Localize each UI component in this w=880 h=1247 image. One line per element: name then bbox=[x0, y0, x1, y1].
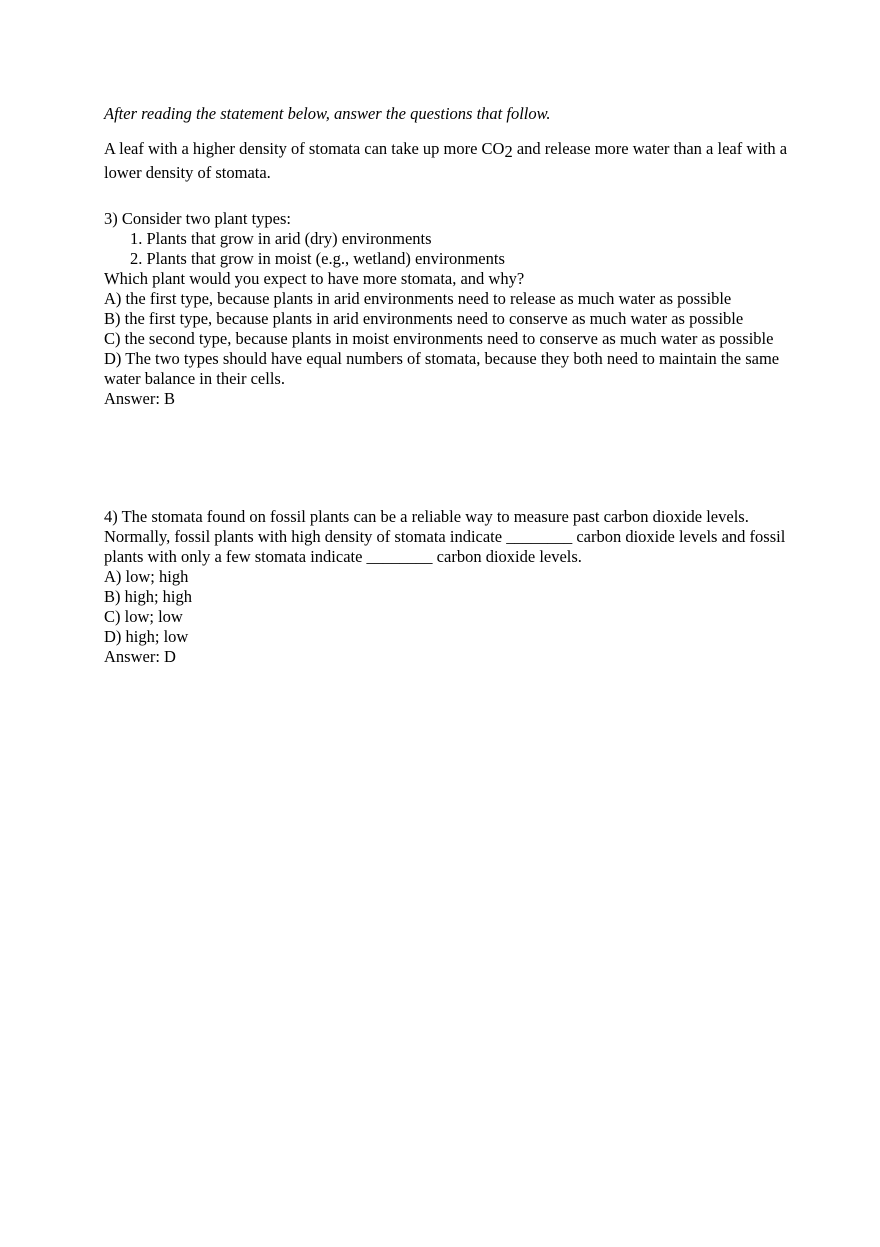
question-3-prompt: Which plant would you expect to have more stomata, and why? bbox=[104, 269, 525, 288]
question-3-option-a: A) the first type, because plants in arid environments need to release as much water as possible bbox=[104, 289, 732, 308]
question-4-option-b: B) high; high bbox=[104, 587, 193, 606]
question-4 bbox=[104, 507, 794, 667]
statement-part2: and release more water than a leaf with a lower density of stomata. bbox=[104, 139, 788, 182]
question-4-option-a: A) low; high bbox=[104, 567, 189, 586]
statement-text bbox=[104, 137, 794, 185]
question-4-option-c: C) low; low bbox=[104, 607, 183, 626]
question-3-item-1: 1. Plants that grow in arid (dry) environments bbox=[130, 229, 432, 248]
question-3-option-d: D) The two types should have equal numbers of stomata, because they both need to maintain the same water balance in their cells. bbox=[104, 349, 780, 388]
question-4-option-d: D) high; low bbox=[104, 627, 189, 646]
question-4-stem: 4) The stomata found on fossil plants can be a reliable way to measure past carbon dioxide levels. Normally, fossil plants with high density of stomata indicate ________ carbon dioxide levels and fossil plants with only a few stomata indicate ________ carbon dioxide levels. bbox=[104, 507, 786, 566]
question-4-answer: Answer: D bbox=[104, 647, 176, 666]
document-page bbox=[104, 104, 794, 667]
question-3-answer: Answer: B bbox=[104, 389, 176, 408]
question-3-stem: 3) Consider two plant types: bbox=[104, 209, 291, 228]
question-3-option-b: B) the first type, because plants in arid environments need to conserve as much water as possible bbox=[104, 309, 744, 328]
question-3 bbox=[104, 209, 794, 409]
statement-part1: A leaf with a higher density of stomata can take up more CO bbox=[104, 139, 505, 158]
question-3-item-2: 2. Plants that grow in moist (e.g., wetland) environments bbox=[130, 249, 505, 268]
instruction-text: After reading the statement below, answer the questions that follow. bbox=[104, 104, 551, 123]
question-3-option-c: C) the second type, because plants in moist environments need to conserve as much water as possible bbox=[104, 329, 774, 348]
co2-subscript: 2 bbox=[504, 142, 513, 161]
